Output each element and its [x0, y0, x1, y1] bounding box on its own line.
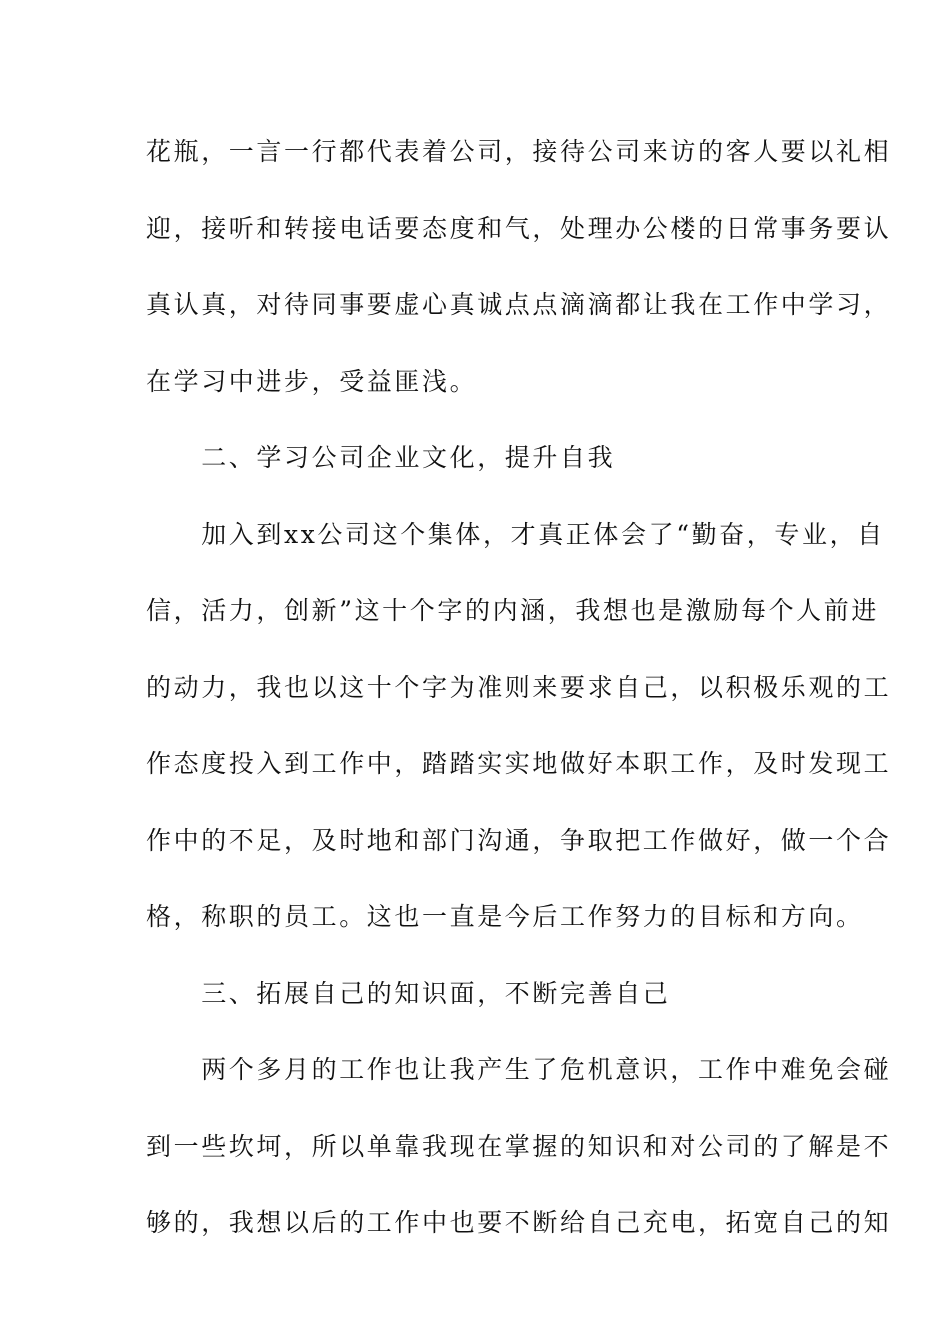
text-line: 作中的不足，及时地和部门沟通，争取把工作做好，做一个合 — [146, 825, 892, 855]
text-line: 信，活力，创新”这十个字的内涵，我想也是激励每个人前进 — [146, 596, 879, 625]
text-line: 作态度投入到工作中，踏踏实实地做好本职工作，及时发现工 — [146, 749, 892, 778]
text-line: 到一些坎坷，所以单靠我现在掌握的知识和对公司的了解是不 — [146, 1131, 892, 1161]
text-line: 格，称职的员工。这也一直是今后工作努力的目标和方向。 — [146, 902, 864, 931]
section-heading: 二、学习公司企业文化，提升自我 — [146, 443, 616, 472]
text-line: 够的，我想以后的工作中也要不断给自己充电，拓宽自己的知 — [146, 1208, 892, 1237]
section-heading: 三、拓展自己的知识面，不断完善自己 — [146, 978, 671, 1008]
text-line: 的动力，我也以这十个字为准则来要求自己，以积极乐观的工 — [146, 672, 892, 702]
text-line: 花瓶，一言一行都代表着公司，接待公司来访的客人要以礼相 — [146, 137, 892, 166]
text-line: 在学习中进步，受益匪浅。 — [146, 366, 478, 396]
body-text — [146, 126, 892, 1249]
text-line: 真认真，对待同事要虚心真诚点点滴滴都让我在工作中学习， — [146, 290, 892, 319]
text-line: 迎，接听和转接电话要态度和气，处理办公楼的日常事务要认 — [146, 213, 892, 243]
text-line: 两个多月的工作也让我产生了危机意识，工作中难免会碰 — [146, 1055, 892, 1084]
text-line: 加入到xx公司这个集体，才真正体会了“勤奋，专业，自 — [146, 519, 885, 549]
